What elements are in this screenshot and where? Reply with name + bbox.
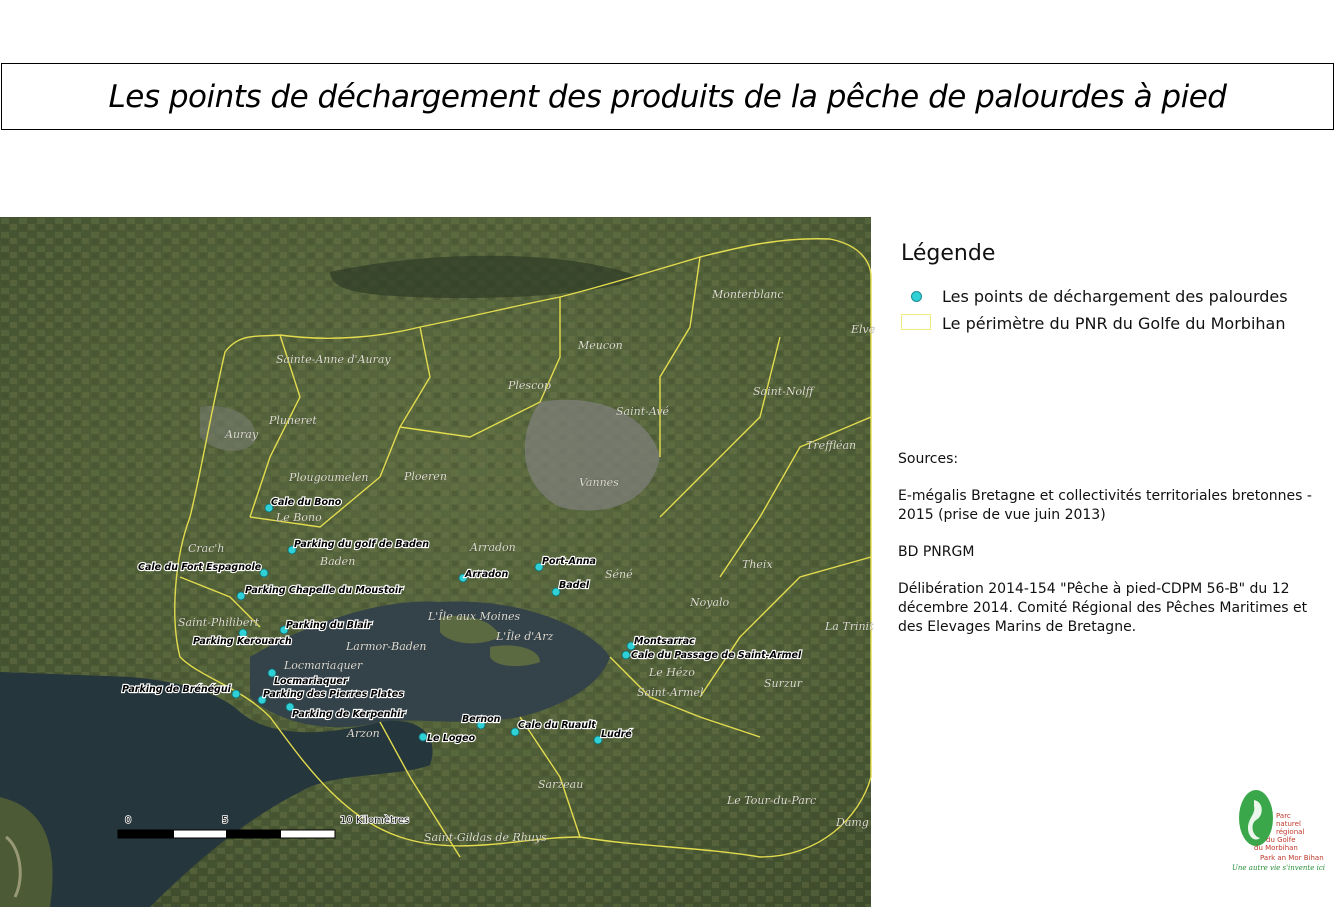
site-label: Arradon	[465, 569, 509, 580]
legend-item-label: Les points de déchargement des palourdes	[942, 286, 1288, 306]
title-box	[1, 63, 1334, 130]
site-label: Parking des Pierres Plates	[263, 689, 404, 700]
legend-dot-symbol	[901, 286, 933, 306]
legend-item-landing-points	[901, 286, 1288, 306]
site-marker[interactable]	[237, 592, 245, 600]
legend-item-pnr-perimeter	[901, 313, 1285, 333]
sources-heading: Sources:	[898, 451, 959, 467]
legend-item-label: Le périmètre du PNR du Golfe du Morbihan	[942, 313, 1286, 333]
place-label: Sainte-Anne d'Auray	[276, 353, 391, 366]
place-label: Vannes	[579, 476, 619, 489]
site-label: Locmariaquer	[274, 676, 348, 687]
place-label: Saint-Gildas de Rhuys	[424, 831, 547, 844]
site-label: Parking Chapelle du Moustoir	[245, 585, 403, 596]
place-label: Surzur	[764, 677, 803, 690]
source-line: Délibération 2014-154 "Pêche à pied-CDPM 56-B" du 12 décembre 2014. Comité Régional des Pêches Maritimes et des Elevages Marins de Bretagne.	[898, 581, 1308, 635]
place-label: Larmor-Baden	[346, 640, 427, 653]
site-label: Parking du golf de Baden	[294, 539, 429, 550]
place-label: Saint-Avé	[616, 405, 670, 418]
place-label: Baden	[320, 555, 356, 568]
place-label: Sarzeau	[538, 778, 584, 791]
place-label: Theix	[742, 558, 773, 571]
site-marker[interactable]	[622, 651, 630, 659]
place-label: La Trinit	[825, 620, 874, 633]
logo-text: naturel	[1276, 820, 1301, 828]
logo-text: Park an Mor Bihan	[1260, 854, 1324, 862]
legend-title: Légende	[901, 241, 996, 266]
site-label: Badel	[559, 580, 590, 591]
place-label: Locmariaquer	[284, 659, 363, 672]
place-label: L'Île d'Arz	[496, 630, 554, 643]
place-label: Ploeren	[404, 470, 447, 483]
map-canvas	[0, 217, 876, 907]
source-line: BD PNRGM	[898, 544, 975, 560]
scale-label: 10 Kilomètres	[340, 815, 410, 826]
place-label: Damg	[836, 816, 869, 829]
site-marker[interactable]	[232, 690, 240, 698]
logo-tagline: Une autre vie s'invente ici	[1232, 864, 1325, 872]
logo-text: régional	[1276, 828, 1305, 836]
place-label: Le Bono	[276, 511, 322, 524]
site-label: Parking du Blair	[286, 620, 372, 631]
site-label: Le Logeo	[427, 733, 476, 744]
place-label: Noyalo	[690, 596, 730, 609]
map-title: Les points de déchargement des produits de la pêche de palourdes à pied	[108, 78, 1227, 115]
site-label: Cale du Passage de Saint-Armel	[631, 650, 802, 661]
site-label: Cale du Bono	[271, 497, 342, 508]
site-label: Cale du Ruault	[518, 720, 596, 731]
site-label: Parking de Brénégui	[122, 684, 231, 695]
place-label: Le Tour-du-Parc	[727, 794, 817, 807]
place-label: Saint-Philibert	[178, 616, 260, 629]
place-label: Saint-Nolff	[753, 385, 814, 398]
place-label: Plougoumelen	[289, 471, 369, 484]
place-label: Saint-Armel	[637, 686, 704, 699]
site-label: Ludré	[601, 729, 632, 740]
satellite-map[interactable]	[0, 217, 876, 907]
scale-label: 0	[125, 815, 132, 826]
scale-label: 5	[222, 815, 229, 826]
site-label: Cale du Fort Espagnole	[138, 562, 262, 573]
source-line: E-mégalis Bretagne et collectivités territoriales bretonnes - 2015 (prise de vue juin 2013)	[898, 488, 1312, 523]
site-label: Bernon	[462, 714, 501, 725]
place-label: Pluneret	[269, 414, 317, 427]
place-label: Arzon	[347, 727, 380, 740]
place-label: Treffléan	[806, 439, 857, 452]
sources-block	[898, 450, 1318, 655]
place-label: Crac'h	[188, 542, 225, 555]
place-label: Séné	[605, 568, 633, 581]
logo-text: du Morbihan	[1254, 844, 1298, 852]
place-label: Meucon	[578, 339, 623, 352]
logo-text: Parc	[1276, 812, 1291, 820]
place-label: Arradon	[470, 541, 516, 554]
place-label: Le Hézo	[649, 666, 695, 679]
site-marker[interactable]	[419, 733, 427, 741]
pnr-logo	[1230, 788, 1325, 893]
site-label: Parking Kerouarch	[193, 636, 292, 647]
legend-outline-symbol	[901, 313, 933, 333]
site-label: Parking de Kerpenhir	[292, 709, 406, 720]
logo-text: du Golfe	[1266, 836, 1296, 844]
place-label: Monterblanc	[712, 288, 784, 301]
site-label: Montsarrac	[634, 636, 695, 647]
place-label: Plescop	[508, 379, 551, 392]
place-label: L'Île aux Moines	[428, 610, 521, 623]
place-label: Elve	[851, 323, 876, 336]
place-label: Auray	[225, 428, 259, 441]
site-label: Port-Anna	[542, 556, 596, 567]
